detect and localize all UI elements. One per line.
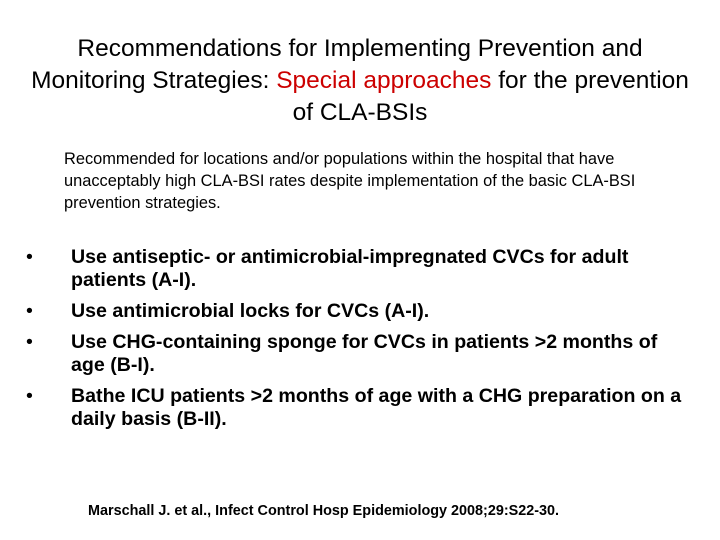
list-item [26,331,696,377]
citation: Marschall J. et al., Infect Control Hosp Epidemiology 2008;29:S22-30. [88,503,560,519]
list-item [26,385,696,431]
title-text-part1: Recommendations for Implementing Prevention and Monitoring Strategies: [31,35,643,94]
list-item [26,246,696,292]
bullet-icon: • [26,246,33,268]
bullet-icon: • [26,331,33,353]
title-text-part2: for the prevention of CLA-BSIs [292,67,689,126]
bullet-icon: • [26,300,33,322]
slide-title [30,33,690,129]
bullet-icon: • [26,385,33,407]
title-highlight: Special approaches [276,67,492,94]
list-item-text: Use antiseptic- or antimicrobial-impregnated CVCs for adult patients (A-I). [71,246,629,291]
list-item [26,300,696,323]
list-item-text: Use antimicrobial locks for CVCs (A-I). [71,300,430,322]
intro-paragraph: Recommended for locations and/or populations within the hospital that have unacceptably high CLA-BSI rates despite implementation of the basic CLA-BSI prevention strategies. [64,150,636,212]
list-item-text: Use CHG-containing sponge for CVCs in patients >2 months of age (B-I). [71,331,658,376]
list-item-text: Bathe ICU patients >2 months of age with a CHG preparation on a daily basis (B-II). [71,385,682,430]
recommendation-list [26,246,696,439]
